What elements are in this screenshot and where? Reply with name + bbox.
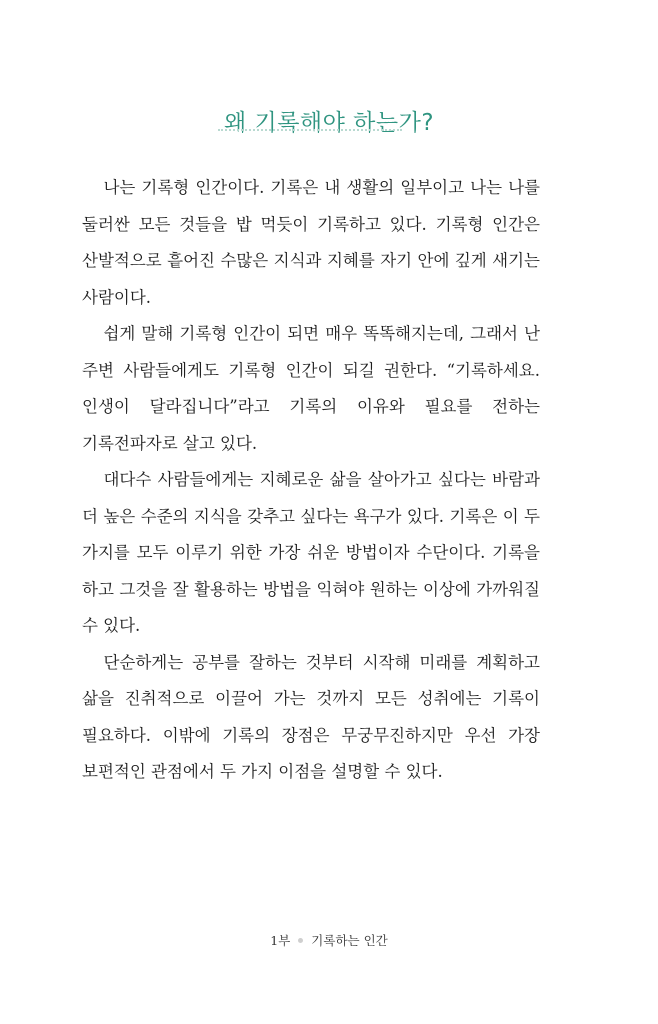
chapter-title: 왜 기록해야 하는가?: [223, 110, 435, 137]
footer-part-label: 1부: [270, 933, 291, 948]
page-footer: [0, 931, 658, 949]
title-container: [0, 92, 658, 155]
title-dotted-divider: [218, 129, 402, 131]
body-text: [82, 170, 540, 791]
paragraph-3: 대다수 사람들에게는 지혜로운 삶을 살아가고 싶다는 바람과 더 높은 수준의 지식을 갖추고 싶다는 욕구가 있다. 기록은 이 두 가지를 모두 이루기 위한 가장 쉬운 방법이자 수단이다. 기록을 하고 그것을 잘 활용하는 방법을 익혀야 원하는 이상에 가까워질 수 있다.: [82, 470, 540, 635]
paragraph-4: 단순하게는 공부를 잘하는 것부터 시작해 미래를 계획하고 삶을 진취적으로 이끌어 가는 것까지 모든 성취에는 기록이 필요하다. 이밖에 기록의 장점은 무궁무진하지만 우선 가장 보편적인 관점에서 두 가지 이점을 설명할 수 있다.: [82, 652, 540, 781]
footer-section-label: 기록하는 인간: [311, 933, 388, 948]
paragraph-2: 쉽게 말해 기록형 인간이 되면 매우 똑똑해지는데, 그래서 난 주변 사람들에게도 기록형 인간이 되길 권한다. “기록하세요. 인생이 달라집니다”라고 기록의 이유와 필요를 전하는 기록전파자로 살고 있다.: [82, 324, 540, 453]
bullet-dot-icon: [298, 938, 303, 943]
paragraph-1: 나는 기록형 인간이다. 기록은 내 생활의 일부이고 나는 나를 둘러싼 모든 것들을 밥 먹듯이 기록하고 있다. 기록형 인간은 산발적으로 흩어진 수많은 지식과 지혜를 자기 안에 깊게 새기는 사람이다.: [82, 178, 540, 307]
